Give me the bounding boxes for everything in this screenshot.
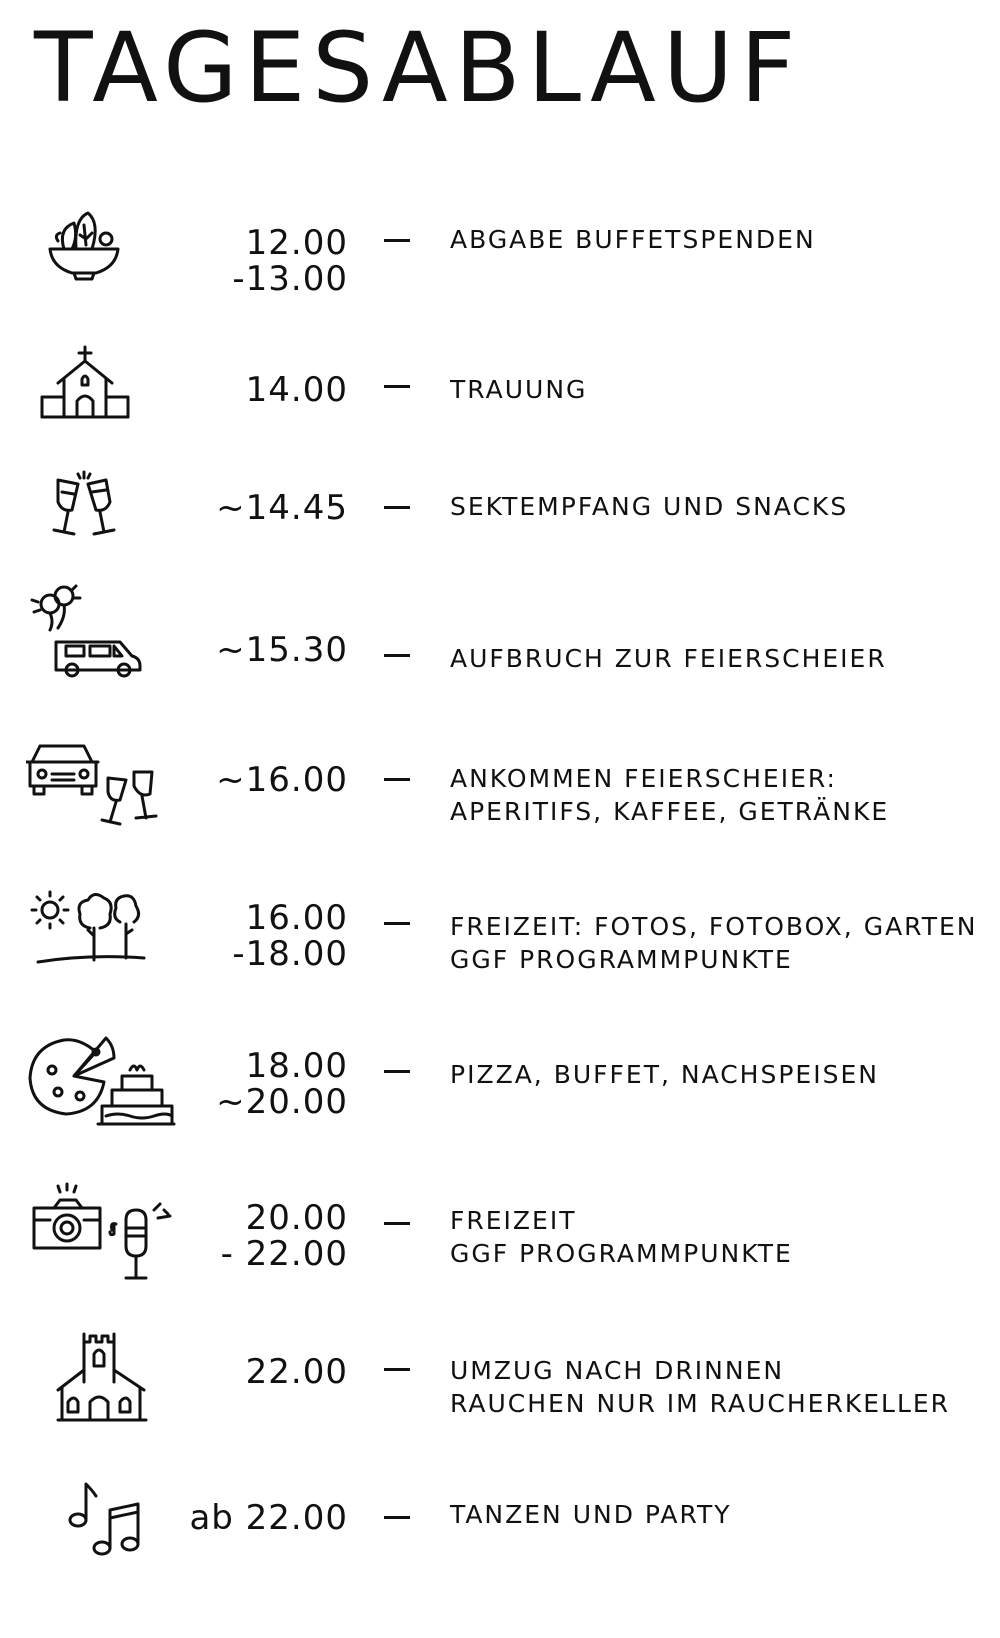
event-description: FREIZEIT GGF PROGRAMMPUNKTE <box>450 1206 793 1268</box>
page-title: TAGESABLAUF <box>34 12 803 124</box>
event-description: TRAUUNG <box>450 375 588 404</box>
time-label: ~14.45 <box>216 488 348 528</box>
time-label: ~15.30 <box>216 630 348 670</box>
separator-dash <box>384 1070 410 1073</box>
time-label: ab 22.00 <box>189 1498 348 1538</box>
separator-dash <box>384 1222 410 1225</box>
time-label: ~16.00 <box>216 760 348 800</box>
event-description: FREIZEIT: FOTOS, FOTOBOX, GARTEN GGF PROGRAMMPUNKTE <box>450 912 978 974</box>
salad-bowl-icon <box>44 205 124 285</box>
separator-dash <box>384 506 410 509</box>
separator-dash <box>384 654 410 657</box>
separator-dash <box>384 239 410 242</box>
music-notes-icon <box>66 1480 156 1570</box>
event-description: ANKOMMEN FEIERSCHEIER: APERITIFS, KAFFEE, GETRÄNKE <box>450 764 890 826</box>
time-label: 20.00 - 22.00 <box>220 1198 348 1274</box>
church-icon <box>40 345 130 425</box>
event-description: TANZEN UND PARTY <box>450 1500 732 1529</box>
balloons-car-icon <box>28 580 148 680</box>
time-label: 14.00 <box>245 370 348 410</box>
separator-dash <box>384 1368 410 1371</box>
time-label: 12.00 -13.00 <box>232 223 348 299</box>
sun-trees-icon <box>28 880 148 980</box>
event-description: AUFBRUCH ZUR FEIERSCHEIER <box>450 644 887 673</box>
event-description: PIZZA, BUFFET, NACHSPEISEN <box>450 1060 879 1089</box>
separator-dash <box>384 1516 410 1519</box>
event-description: ABGABE BUFFETSPENDEN <box>450 225 816 254</box>
time-label: 16.00 -18.00 <box>232 898 348 974</box>
separator-dash <box>384 385 410 388</box>
event-description: UMZUG NACH DRINNEN RAUCHEN NUR IM RAUCHERKELLER <box>450 1356 951 1418</box>
time-label: 22.00 <box>245 1352 348 1392</box>
champagne-glasses-icon <box>44 468 124 548</box>
event-description: SEKTEMPFANG UND SNACKS <box>450 492 849 521</box>
separator-dash <box>384 778 410 781</box>
time-label: 18.00 ~20.00 <box>216 1046 348 1122</box>
separator-dash <box>384 922 410 925</box>
